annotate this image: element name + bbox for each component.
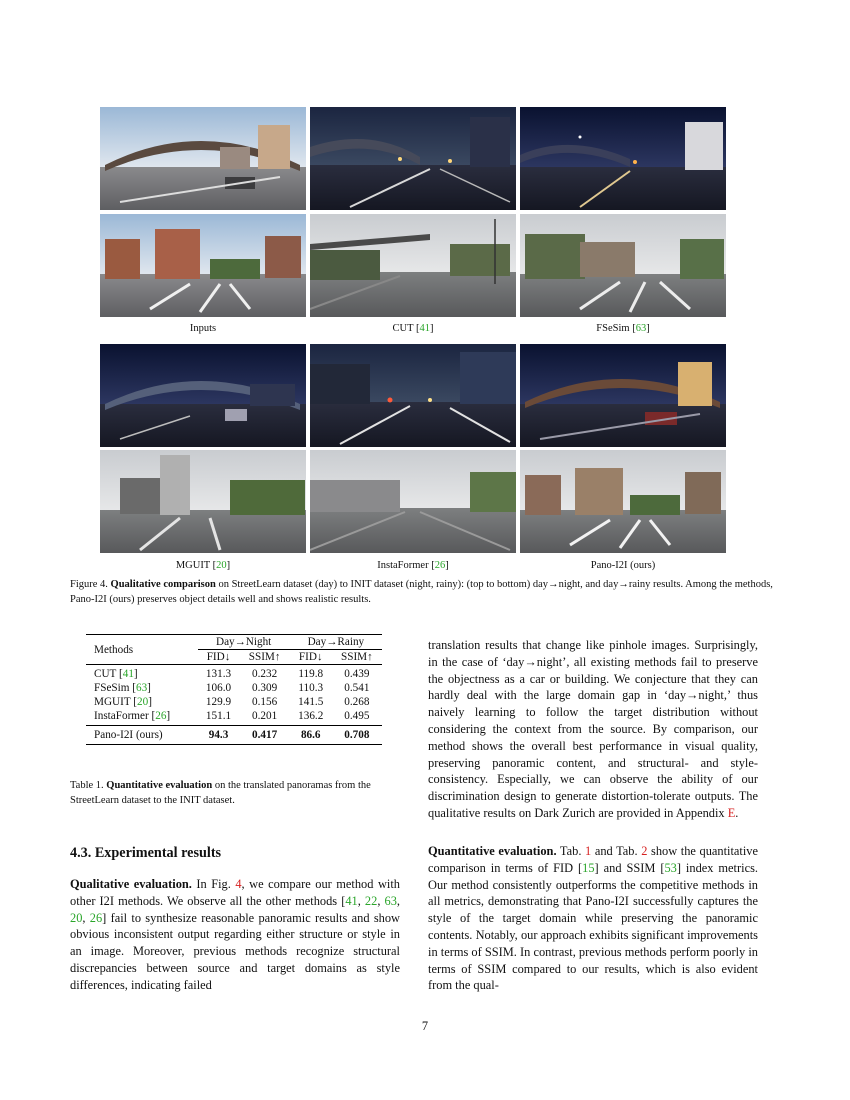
table-row: MGUIT [20] 129.9 0.156 141.5 0.268	[94, 696, 370, 708]
cite-link[interactable]: 41	[345, 893, 358, 908]
header-fid: FID↓	[206, 651, 231, 663]
fig-instaformer-night-1	[310, 344, 516, 447]
header-methods: Methods	[94, 643, 134, 656]
cite-link[interactable]: 26	[155, 710, 167, 722]
cite-link[interactable]: 20	[216, 560, 227, 571]
header-day-night: Day→Night	[198, 635, 290, 650]
table-caption: Table 1. Quantitative evaluation on the translated panoramas from the StreetLearn dataset to the INIT dataset.	[70, 780, 371, 806]
cite-link[interactable]: 53	[664, 860, 677, 875]
fig-fsesim-night-1	[520, 107, 726, 210]
cite-link[interactable]: 41	[122, 668, 134, 680]
cite-link[interactable]: 15	[582, 860, 595, 875]
header-ssim: SSIM↑	[248, 651, 281, 663]
section-heading: 4.3. Experimental results	[70, 845, 222, 861]
figure-ref-link[interactable]: 4	[235, 877, 242, 891]
label-inputs: Inputs	[189, 323, 217, 334]
fig-mguit-night-1	[100, 344, 306, 447]
header-day-rainy: Day→Rainy	[290, 635, 382, 650]
fig-cut-rainy-1	[310, 214, 516, 317]
label-instaformer: InstaFormer [26]	[377, 560, 449, 571]
table-row-ours: Pano-I2I (ours) 94.3 0.417 86.6 0.708	[86, 726, 382, 745]
label-panoi2i: Pano-I2I (ours)	[590, 560, 656, 571]
cite-link[interactable]: 41	[419, 323, 430, 334]
appendix-ref-link[interactable]: E	[727, 805, 736, 820]
fig-panoi2i-night-1	[520, 344, 726, 447]
header-ssim: SSIM↑	[341, 651, 373, 663]
fig-cut-night-1	[310, 107, 516, 210]
fig-input-day-1	[100, 107, 306, 210]
cite-link[interactable]: 63	[384, 893, 397, 908]
qualitative-paragraph: Qualitative evaluation. In Fig. 4, we compare our method with other I2I methods. We observe all the other methods [41, 22, 63, 20, 26] fail to synthesize reasonable panoramic results and show obvious inconsistent output regarding either structure or style in an image. Moreover, previous methods recognize structural discrepancies between source and target domains as style differences, indicating failed	[70, 877, 400, 992]
figure-caption: Figure 4. Qualitative comparison on StreetLearn dataset (day) to INIT dataset (night, rainy): (top to bottom) day→night, and day→rainy results. Among the methods, Pano-I2I (ours) preserves object details well and shows realistic results.	[70, 579, 773, 605]
cite-link[interactable]: 26	[89, 910, 103, 925]
table-ref-link[interactable]: 1	[585, 844, 592, 858]
page-number: 7	[421, 1019, 429, 1033]
table-row: InstaFormer [26] 151.1 0.201 136.2 0.495	[86, 709, 382, 726]
discussion-paragraph: translation results that change like pinhole images. Surprisingly, in the case of ‘day→night’, all existing methods fail to preserve the objectness as a car or building. We conjecture that they can hardly deal with the large domain gap in ‘day→night,’ thus naively learning to follow the target distribution without considering the context from the source. By comparison, our method shows the overall best performance in visual quality, preserving panoramic content, and structural- and style-consistency. Especially, we can observe the ability of our discrimination design to generate distortion-tolerate outputs. The qualitative results on Dark Zurich are provided in Appendix E.	[428, 638, 758, 820]
header-fid: FID↓	[298, 651, 323, 663]
label-fsesim: FSeSim [63]	[596, 323, 650, 334]
table-row: FSeSim [63] 106.0 0.309 110.3 0.541	[94, 682, 370, 694]
cite-link[interactable]: 26	[434, 560, 446, 571]
quantitative-paragraph: Quantitative evaluation. Tab. 1 and Tab. 2 show the quantitative comparison in terms of FID [15] and SSIM [53] index metrics. Our method consistently outperforms the competitive methods in all metrics, demonstrating that Pano-I2I successfully captures the style of the target domain while preserving the panoramic contents. Notably, our approach exhibits significant improvements in terms of SSIM. In contrast, previous methods perform poorly in terms of SSIM compared to our results, which is also evident from the qual-	[428, 844, 758, 993]
label-cut: CUT [41]	[392, 323, 434, 334]
cite-link[interactable]: 63	[135, 682, 148, 694]
table-ref-link[interactable]: 2	[641, 844, 648, 858]
fig-input-day-2	[100, 214, 306, 317]
table-row: CUT [41] 131.3 0.232 119.8 0.439	[94, 668, 370, 680]
fig-mguit-rainy-1	[100, 450, 306, 553]
fig-panoi2i-rainy-1	[520, 450, 726, 553]
fig-fsesim-rainy-1	[520, 214, 726, 317]
label-mguit: MGUIT [20]	[175, 560, 231, 571]
results-table	[86, 634, 382, 745]
cite-link[interactable]: 20	[70, 910, 83, 925]
cite-link[interactable]: 20	[137, 696, 149, 708]
cite-link[interactable]: 22	[364, 893, 378, 908]
fig-instaformer-rainy-1	[310, 450, 516, 553]
cite-link[interactable]: 63	[635, 323, 647, 334]
